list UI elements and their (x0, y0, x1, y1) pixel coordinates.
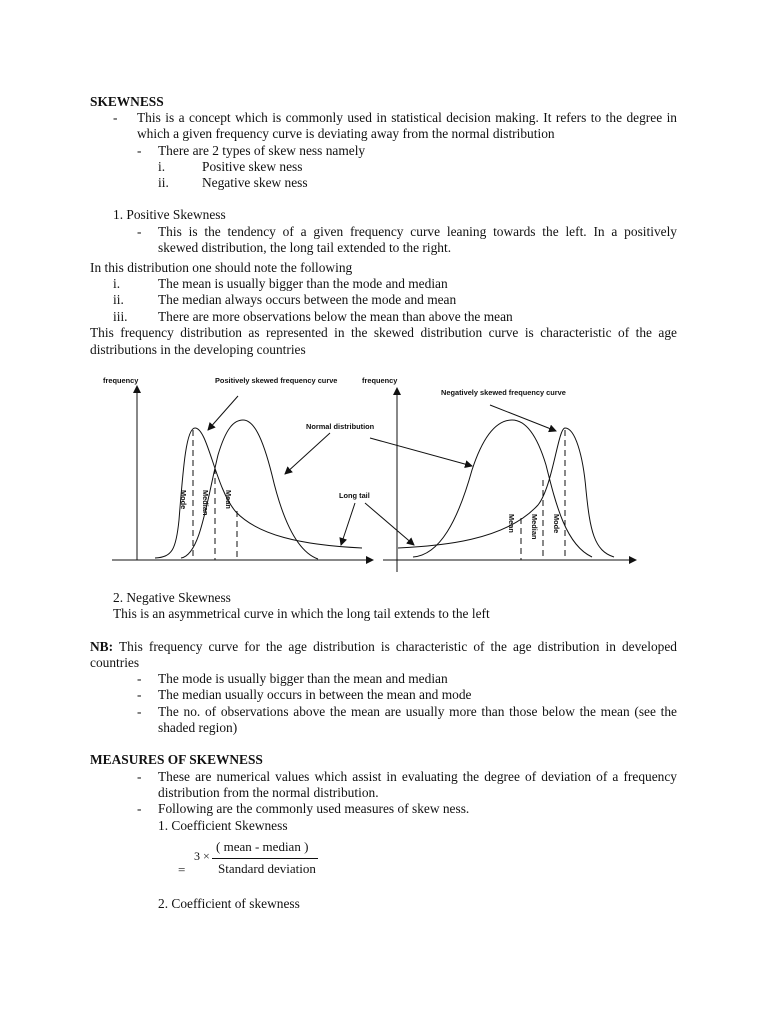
intro-paragraph-line-2: which a given frequency curve is deviating away from the normal distribution (137, 126, 555, 141)
bullet-dash: - (137, 704, 142, 719)
tail-label: Long tail (339, 491, 370, 500)
pointer-normal-left (285, 433, 330, 474)
section-heading-skewness: SKEWNESS (90, 94, 164, 109)
formula-numerator: ( mean - median ) (216, 839, 309, 854)
formula-fraction-bar (212, 858, 318, 859)
negative-point-1: The mode is usually bigger than the mean and median (158, 671, 448, 686)
bullet-dash: - (137, 671, 142, 686)
measures-item-2: 2. Coefficient of skewness (158, 896, 300, 911)
measures-line-3: Following are the commonly used measures of skew ness. (158, 801, 470, 816)
positive-point-num-3: iii. (113, 309, 128, 324)
normal-label: Normal distribution (306, 422, 375, 431)
bullet-dash: - (137, 224, 142, 239)
section-heading-measures: MEASURES OF SKEWNESS (90, 752, 263, 767)
pointer-tail-left (341, 503, 355, 545)
negative-skew-curve (398, 428, 614, 557)
bullet-dash: - (137, 801, 142, 816)
positive-point-2: The median always occurs between the mode and mean (158, 292, 457, 307)
measures-line-2: distribution from the normal distribution. (158, 785, 379, 800)
positive-point-num-1: i. (113, 276, 121, 291)
pointer-tail-right (365, 503, 414, 545)
negative-heading: 2. Negative Skewness (113, 590, 231, 605)
coefficient-formula (178, 836, 328, 884)
negative-desc: This is an asymmetrical curve in which the long tail extends to the left (113, 606, 490, 621)
positive-point-3: There are more observations below the mean than above the mean (158, 309, 513, 324)
right-y-label: frequency (362, 376, 398, 385)
left-median-label: Median (201, 490, 210, 516)
bullet-dash: - (113, 110, 118, 125)
pointer-positive-title (208, 396, 238, 430)
nb-line-1: This frequency curve for the age distribution is characteristic of the age distribution in developed (119, 639, 677, 654)
negative-point-2: The median usually occurs in between the mean and mode (158, 687, 472, 702)
formula-equals: = (178, 862, 186, 877)
characteristic-line-1: This frequency distribution as represented in the skewed distribution curve is characteristic of the age (90, 325, 677, 340)
positive-point-1: The mean is usually bigger than the mode and median (158, 276, 448, 291)
pointer-negative-title (490, 405, 556, 431)
pointer-normal-right (370, 438, 472, 466)
types-label-2: Negative skew ness (202, 175, 308, 190)
left-y-label: frequency (103, 376, 139, 385)
nb-line-2: countries (90, 655, 140, 670)
positive-point-num-2: ii. (113, 292, 124, 307)
bullet-dash: - (137, 769, 142, 784)
types-line: There are 2 types of skew ness namely (158, 143, 366, 158)
positive-desc-line-1: This is the tendency of a given frequency curve leaning towards the left. In a positively (158, 224, 677, 239)
intro-paragraph-line-1: This is a concept which is commonly used in statistical decision making. It refers to the degree in (137, 110, 677, 125)
negative-point-3: The no. of observations above the mean are usually more than those below the mean (see the (158, 704, 677, 719)
formula-denominator: Standard deviation (218, 861, 316, 876)
left-title: Positively skewed frequency curve (215, 376, 338, 385)
types-num-2: ii. (158, 175, 169, 190)
measures-item-1: 1. Coefficient Skewness (158, 818, 288, 833)
positive-desc-line-2: skewed distribution, the long tail extended to the right. (158, 240, 452, 255)
left-mean-label: Mean (224, 490, 233, 509)
formula-factor: 3 × (194, 849, 210, 863)
left-mode-label: Mode (179, 490, 188, 510)
negative-point-3-cont: shaded region) (158, 720, 238, 735)
types-num-1: i. (158, 159, 166, 174)
right-title: Negatively skewed frequency curve (441, 388, 566, 397)
bullet-dash: - (137, 143, 142, 158)
right-mode-label: Mode (552, 514, 561, 534)
positive-note-line: In this distribution one should note the following (90, 260, 353, 275)
types-label-1: Positive skew ness (202, 159, 303, 174)
right-mean-label: Mean (507, 514, 516, 533)
characteristic-line-2: distributions in the developing countries (90, 342, 306, 357)
positive-heading: 1. Positive Skewness (113, 207, 226, 222)
nb-label: NB: (90, 639, 114, 654)
bullet-dash: - (137, 687, 142, 702)
right-median-label: Median (530, 514, 539, 540)
measures-line-1: These are numerical values which assist in evaluating the degree of deviation of a frequency (158, 769, 677, 784)
